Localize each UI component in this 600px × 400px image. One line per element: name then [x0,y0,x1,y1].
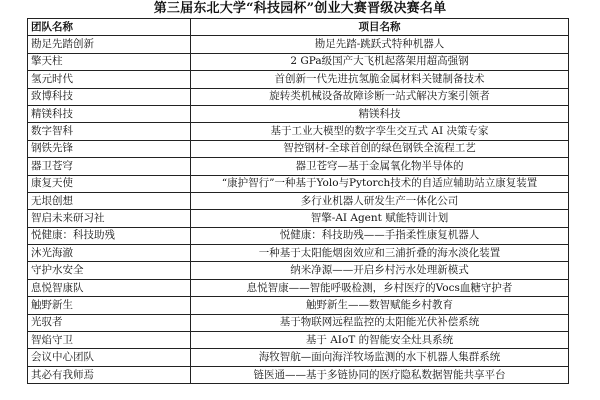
team-name-cell: 器卫苍穹 [28,158,191,175]
table-row [28,297,569,314]
table-row [28,245,569,262]
table-row [28,210,569,227]
project-name-cell: 智控钢材-全球首创的绿色钢铁全流程工艺 [191,140,569,157]
table-row [28,123,569,140]
project-name-cell: “康护智行”一种基于Yolo与Pytorch技术的自适应辅助站立康复装置 [191,175,569,192]
team-name-cell: 致博科技 [28,88,191,105]
team-name-cell: 无垠创想 [28,192,191,209]
team-name-cell: 悦健康：科技助残 [28,227,191,244]
project-name-cell: 器卫苍穹—基于金属氧化物半导体的 [191,158,569,175]
project-name-cell: 息悦智康——智能呼吸检测，乡村医疗的Vocs血糖守护者 [191,279,569,296]
project-name-cell: 纳米净源——开启乡村污水处理新模式 [191,262,569,279]
project-name-cell: 勘足先踏-跳跃式特种机器人 [191,36,569,53]
finalist-table [27,18,569,384]
team-name-cell: 氢元时代 [28,71,191,88]
team-name-cell: 康复天使 [28,175,191,192]
table-row [28,88,569,105]
table-header-row [28,19,569,36]
table-row [28,279,569,296]
project-name-cell: 2 GPa级国产大飞机起落架用超高强钢 [191,53,569,70]
table-row [28,175,569,192]
team-name-cell: 智启未来研习社 [28,210,191,227]
project-name-cell: 精镁科技 [191,105,569,122]
table-row [28,332,569,349]
project-name-cell: 海牧智航—面向海洋牧场监测的水下机器人集群系统 [191,349,569,366]
project-name-cell: 一种基于太阳能烟囱效应和三浦折叠的海水淡化装置 [191,245,569,262]
project-name-cell: 链医通——基于多链协同的医疗隐私数据智能共享平台 [191,366,569,383]
table-row [28,366,569,383]
project-name-cell: 首创新一代先进抗氢脆金属材料关键制备技术 [191,71,569,88]
table-row [28,53,569,70]
team-name-cell: 精镁科技 [28,105,191,122]
page-title: 第三届东北大学“科技园杯”创业大赛晋级决赛名单 [153,1,447,16]
team-name-cell: 光驭者 [28,314,191,331]
table-row [28,227,569,244]
team-name-cell: 息悦智康队 [28,279,191,296]
team-name-cell: 沐光海澈 [28,245,191,262]
team-name-cell: 擎天柱 [28,53,191,70]
project-name-cell: 旋转类机械设备故障诊断一站式解决方案引领者 [191,88,569,105]
table-row [28,158,569,175]
table-row [28,192,569,209]
header-team-name: 团队名称 [28,19,191,36]
team-name-cell: 会议中心团队 [28,349,191,366]
team-name-cell: 智焰守卫 [28,332,191,349]
table-body [28,36,569,384]
project-name-cell: 基于 AIoT 的智能安全灶具系统 [191,332,569,349]
team-name-cell: 其必有我师焉 [28,366,191,383]
team-name-cell: 数字智科 [28,123,191,140]
team-name-cell: 守护水安全 [28,262,191,279]
team-name-cell: 钢铁先锋 [28,140,191,157]
team-name-cell: 触野新生 [28,297,191,314]
project-name-cell: 悦健康：科技助残——手指柔性康复机器人 [191,227,569,244]
project-name-cell: 多行业机器人研发生产一体化公司 [191,192,569,209]
project-name-cell: 智擎-AI Agent 赋能特训计划 [191,210,569,227]
table-row [28,314,569,331]
table-row [28,262,569,279]
project-name-cell: 基于工业大模型的数字孪生交互式 AI 决策专家 [191,123,569,140]
header-project-name: 项目名称 [191,19,569,36]
table-row [28,71,569,88]
table-row [28,349,569,366]
table-row [28,140,569,157]
team-name-cell: 勘足先踏创新 [28,36,191,53]
project-name-cell: 基于物联网远程监控的太阳能光伏补偿系统 [191,314,569,331]
project-name-cell: 触野新生——数智赋能乡村教育 [191,297,569,314]
table-row [28,105,569,122]
table-row [28,36,569,53]
